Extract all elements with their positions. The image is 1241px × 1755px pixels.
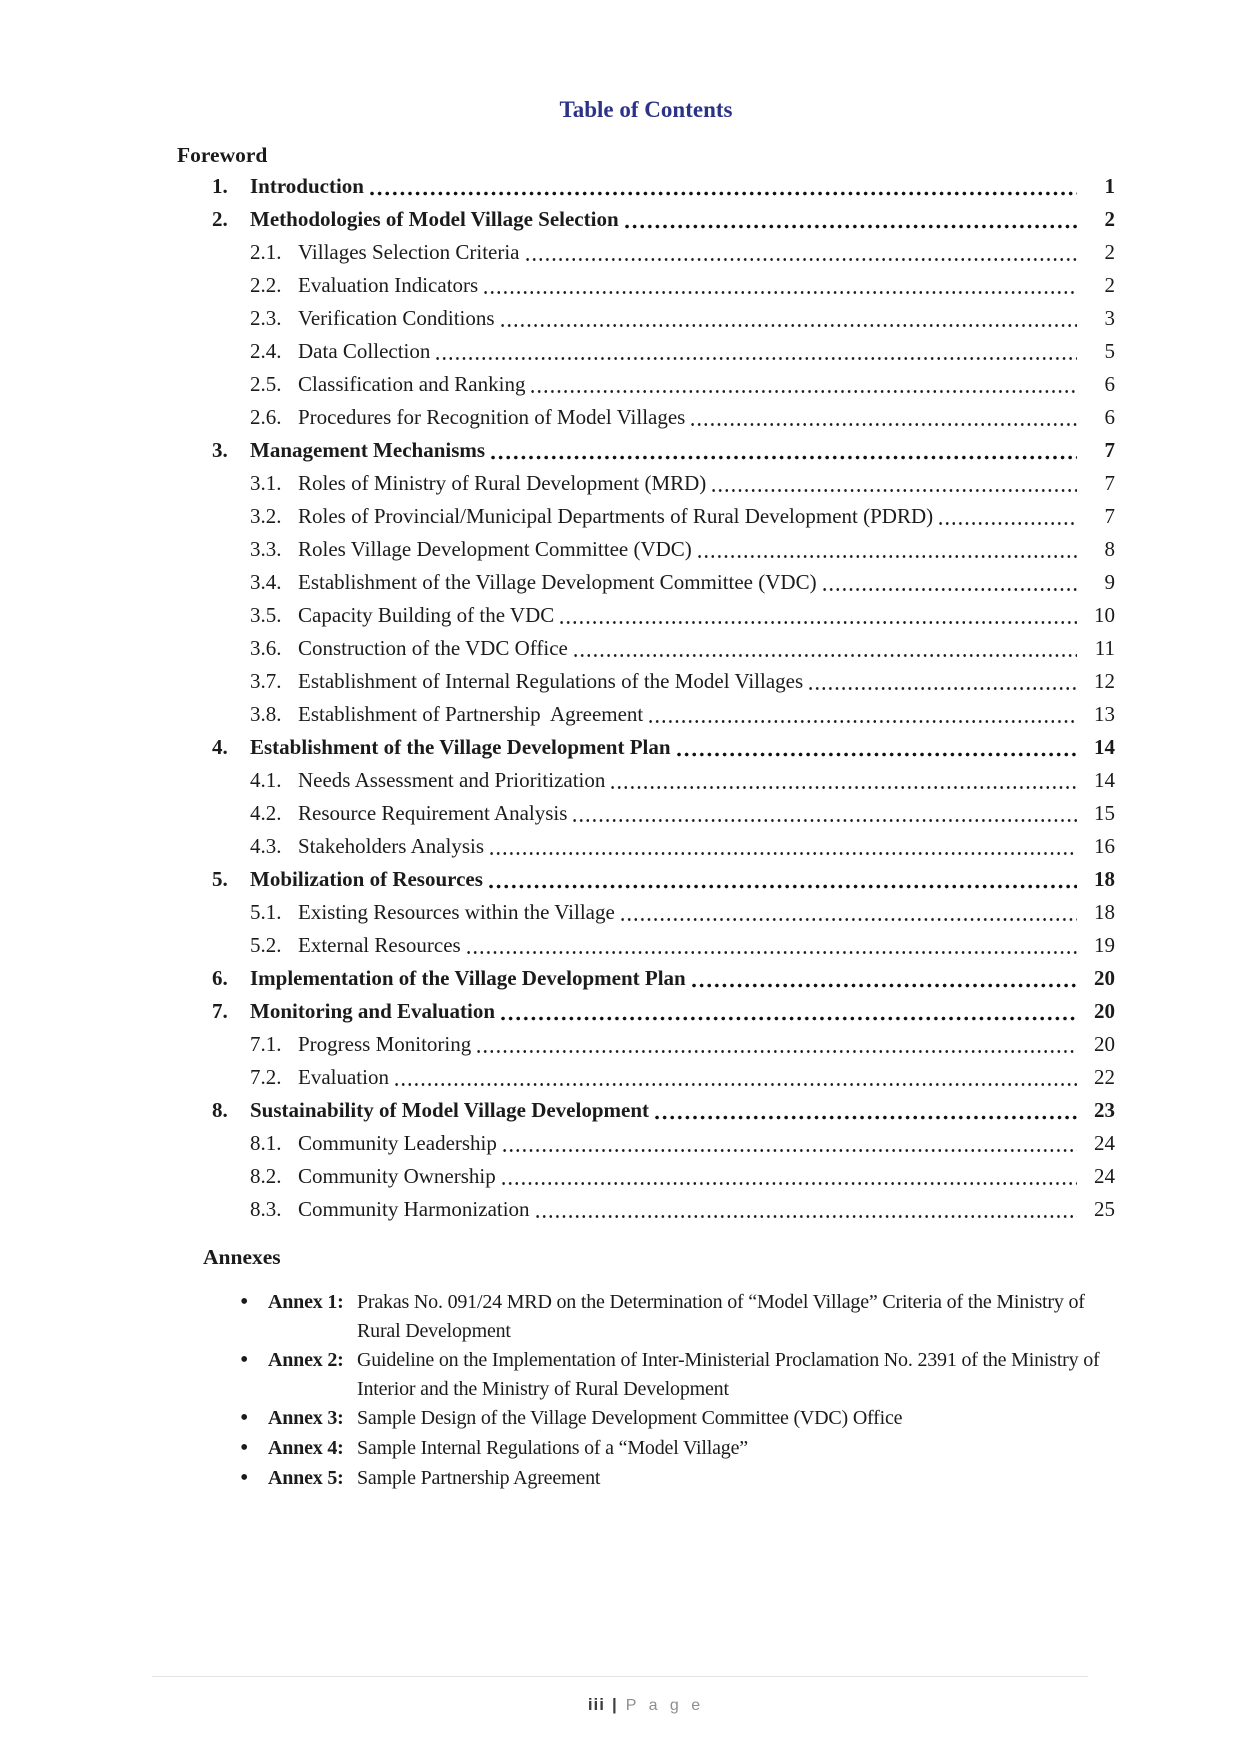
dot-leader — [536, 1214, 1077, 1219]
toc-entry-number: 3. — [212, 438, 228, 462]
dot-leader — [823, 587, 1077, 592]
dot-leader — [649, 719, 1077, 724]
page-footer — [177, 1677, 1115, 1715]
dot-leader — [502, 1181, 1077, 1186]
toc-entry-4 — [177, 731, 1115, 764]
bullet-icon — [240, 1434, 268, 1464]
annex-label: Annex 3: — [268, 1407, 344, 1429]
toc-entry-page-number: 1 — [1104, 174, 1115, 198]
dot-leader — [939, 521, 1077, 526]
toc-entry-2-3 — [177, 302, 1115, 335]
dot-leader — [625, 224, 1077, 229]
dot-leader — [691, 422, 1077, 427]
toc-entry-page-number: 6 — [1104, 405, 1115, 429]
toc-entry-page-number: 20 — [1094, 999, 1115, 1023]
toc-entry-page-number: 7 — [1104, 504, 1115, 528]
toc-entry-title: Management Mechanisms — [250, 438, 486, 462]
annex-label: Annex 5: — [268, 1467, 344, 1489]
toc-entry-2-6 — [177, 401, 1115, 434]
toc-entry-number: 3.2. — [250, 504, 282, 528]
dot-leader — [531, 389, 1077, 394]
toc-entry-title: Evaluation Indicators — [298, 273, 479, 297]
toc-entry-2-4 — [177, 335, 1115, 368]
footer-page-word: P a g e — [625, 1697, 705, 1714]
dot-leader — [692, 983, 1077, 988]
toc-entry-page-number: 15 — [1094, 801, 1115, 825]
dot-leader — [655, 1115, 1077, 1120]
annex-text: Guideline on the Implementation of Inter-Ministerial Proclamation No. 2391 of the Ministry of Interior and the Ministry of Rural Development — [357, 1349, 1100, 1400]
bullet-icon — [240, 1464, 268, 1494]
toc-entry-title: Needs Assessment and Prioritization — [298, 768, 606, 792]
dot-leader — [712, 488, 1077, 493]
toc-entry-number: 3.5. — [250, 603, 282, 627]
dot-leader — [467, 950, 1077, 955]
toc-entry-page-number: 9 — [1104, 570, 1115, 594]
toc-entry-number: 7. — [212, 999, 228, 1023]
annexes-heading: Annexes — [203, 1245, 281, 1269]
dot-leader — [484, 290, 1077, 295]
toc-entry-5-2 — [177, 929, 1115, 962]
toc-entry-page-number: 22 — [1094, 1065, 1115, 1089]
dot-leader — [698, 554, 1077, 559]
toc-entry-number: 3.7. — [250, 669, 282, 693]
annex-item-5 — [177, 1464, 1115, 1494]
page-footer-area — [177, 1676, 1115, 1715]
toc-entry-title: Monitoring and Evaluation — [250, 999, 496, 1023]
toc-entry-2-1 — [177, 236, 1115, 269]
toc-entry-title: Community Ownership — [298, 1164, 496, 1188]
toc-entry-page-number: 5 — [1104, 339, 1115, 363]
toc-entry-page-number: 14 — [1094, 735, 1115, 759]
annex-label: Annex 1: — [268, 1291, 344, 1313]
toc-entry-3-4 — [177, 566, 1115, 599]
dot-leader — [809, 686, 1077, 691]
annex-item-4 — [177, 1434, 1115, 1464]
toc-entry-page-number: 18 — [1094, 867, 1115, 891]
toc-entry-page-number: 23 — [1094, 1098, 1115, 1122]
toc-entry-number: 4. — [212, 735, 228, 759]
toc-entry-page-number: 14 — [1094, 768, 1115, 792]
toc-entry-3-6 — [177, 632, 1115, 665]
toc-entry-title: Roles of Ministry of Rural Development (MRD) — [298, 471, 707, 495]
toc-entry-number: 3.8. — [250, 702, 282, 726]
toc-entry-page-number: 13 — [1094, 702, 1115, 726]
annex-list — [177, 1288, 1115, 1494]
toc-entry-3-2 — [177, 500, 1115, 533]
toc-entry-number: 6. — [212, 966, 228, 990]
dot-leader — [503, 1148, 1077, 1153]
toc-list — [177, 170, 1115, 1226]
toc-entry-page-number: 11 — [1094, 636, 1115, 660]
toc-entry-number: 4.1. — [250, 768, 282, 792]
foreword-heading: Foreword — [177, 143, 268, 167]
annex-text: Sample Design of the Village Development Committee (VDC) Office — [357, 1407, 903, 1429]
toc-entry-title: Capacity Building of the VDC — [298, 603, 555, 627]
dot-leader — [489, 884, 1077, 889]
toc-entry-number: 8.3. — [250, 1197, 282, 1221]
toc-entry-number: 5.1. — [250, 900, 282, 924]
dot-leader — [490, 851, 1077, 856]
dot-leader — [560, 620, 1077, 625]
toc-entry-title: Progress Monitoring — [298, 1032, 472, 1056]
toc-entry-page-number: 7 — [1104, 471, 1115, 495]
toc-entry-number: 2.2. — [250, 273, 282, 297]
toc-entry-8 — [177, 1094, 1115, 1127]
dot-leader — [574, 653, 1077, 658]
toc-entry-title: Community Leadership — [298, 1131, 497, 1155]
toc-entry-4-3 — [177, 830, 1115, 863]
toc-entry-number: 2.1. — [250, 240, 282, 264]
toc-entry-title: External Resources — [298, 933, 461, 957]
toc-entry-page-number: 12 — [1094, 669, 1115, 693]
toc-entry-page-number: 24 — [1094, 1131, 1115, 1155]
dot-leader — [395, 1082, 1077, 1087]
toc-entry-8-1 — [177, 1127, 1115, 1160]
toc-entry-page-number: 2 — [1104, 273, 1115, 297]
toc-entry-title: Introduction — [250, 174, 364, 198]
toc-entry-8-3 — [177, 1193, 1115, 1226]
toc-entry-title: Establishment of the Village Development Committee (VDC) — [298, 570, 817, 594]
toc-entry-5 — [177, 863, 1115, 896]
dot-leader — [370, 191, 1077, 196]
toc-entry-number: 1. — [212, 174, 228, 198]
page-title: Table of Contents — [559, 97, 733, 122]
dot-leader — [436, 356, 1077, 361]
footer-separator: | — [611, 1695, 617, 1714]
toc-entry-page-number: 10 — [1094, 603, 1115, 627]
toc-entry-page-number: 16 — [1094, 834, 1115, 858]
toc-entry-title: Roles of Provincial/Municipal Departments of Rural Development (PDRD) — [298, 504, 934, 528]
toc-entry-2-5 — [177, 368, 1115, 401]
toc-entry-title: Villages Selection Criteria — [298, 240, 520, 264]
toc-entry-title: Establishment of Internal Regulations of the Model Villages — [298, 669, 804, 693]
annex-label: Annex 2: — [268, 1349, 344, 1371]
toc-entry-title: Procedures for Recognition of Model Villages — [298, 405, 686, 429]
toc-entry-title: Stakeholders Analysis — [298, 834, 485, 858]
dot-leader — [477, 1049, 1077, 1054]
toc-entry-page-number: 20 — [1094, 1032, 1115, 1056]
toc-entry-number: 4.3. — [250, 834, 282, 858]
toc-entry-number: 8.2. — [250, 1164, 282, 1188]
annex-label: Annex 4: — [268, 1437, 344, 1459]
toc-entry-4-2 — [177, 797, 1115, 830]
toc-entry-page-number: 24 — [1094, 1164, 1115, 1188]
footer-page-number: iii — [587, 1695, 605, 1714]
toc-entry-number: 5. — [212, 867, 228, 891]
dot-leader — [611, 785, 1077, 790]
toc-entry-number: 3.1. — [250, 471, 282, 495]
toc-entry-number: 7.1. — [250, 1032, 282, 1056]
toc-entry-title: Evaluation — [298, 1065, 389, 1089]
annex-item-3 — [177, 1404, 1115, 1434]
toc-entry-number: 2.5. — [250, 372, 282, 396]
toc-entry-1 — [177, 170, 1115, 203]
bullet-icon — [240, 1288, 268, 1318]
annex-text: Prakas No. 091/24 MRD on the Determination of “Model Village” Criteria of the Ministry of Rural Development — [357, 1291, 1085, 1342]
toc-entry-title: Classification and Ranking — [298, 372, 526, 396]
toc-entry-title: Resource Requirement Analysis — [298, 801, 568, 825]
toc-entry-number: 2.4. — [250, 339, 282, 363]
dot-leader — [621, 917, 1077, 922]
toc-entry-5-1 — [177, 896, 1115, 929]
bullet-icon — [240, 1404, 268, 1434]
toc-entry-3-5 — [177, 599, 1115, 632]
bullet-icon — [240, 1346, 268, 1376]
toc-entry-title: Implementation of the Village Development Plan — [250, 966, 686, 990]
dot-leader — [573, 818, 1077, 823]
toc-entry-title: Methodologies of Model Village Selection — [250, 207, 619, 231]
toc-entry-page-number: 8 — [1104, 537, 1115, 561]
dot-leader — [501, 323, 1077, 328]
toc-entry-4-1 — [177, 764, 1115, 797]
dot-leader — [677, 752, 1077, 757]
toc-entry-2-2 — [177, 269, 1115, 302]
toc-entry-page-number: 2 — [1104, 207, 1115, 231]
toc-entry-page-number: 3 — [1104, 306, 1115, 330]
toc-entry-page-number: 19 — [1094, 933, 1115, 957]
toc-entry-page-number: 2 — [1104, 240, 1115, 264]
toc-entry-6 — [177, 962, 1115, 995]
toc-entry-page-number: 6 — [1104, 372, 1115, 396]
toc-entry-title: Community Harmonization — [298, 1197, 530, 1221]
dot-leader — [501, 1016, 1077, 1021]
toc-entry-number: 3.6. — [250, 636, 282, 660]
toc-entry-number: 3.3. — [250, 537, 282, 561]
toc-entry-3-3 — [177, 533, 1115, 566]
toc-entry-3-8 — [177, 698, 1115, 731]
toc-entry-title: Establishment of Partnership Agreement — [298, 702, 644, 726]
toc-entry-title: Roles Village Development Committee (VDC) — [298, 537, 692, 561]
toc-entry-number: 4.2. — [250, 801, 282, 825]
annex-item-2 — [177, 1346, 1115, 1404]
annex-text: Sample Partnership Agreement — [357, 1467, 601, 1489]
toc-entry-3-7 — [177, 665, 1115, 698]
toc-entry-title: Construction of the VDC Office — [298, 636, 568, 660]
toc-entry-title: Sustainability of Model Village Development — [250, 1098, 649, 1122]
toc-entry-number: 2. — [212, 207, 228, 231]
toc-entry-number: 2.6. — [250, 405, 282, 429]
toc-entry-page-number: 7 — [1104, 438, 1115, 462]
annex-text: Sample Internal Regulations of a “Model Village” — [357, 1437, 748, 1459]
toc-entry-8-2 — [177, 1160, 1115, 1193]
toc-entry-3-1 — [177, 467, 1115, 500]
toc-entry-number: 3.4. — [250, 570, 282, 594]
toc-entry-7-1 — [177, 1028, 1115, 1061]
toc-entry-number: 7.2. — [250, 1065, 282, 1089]
toc-entry-3 — [177, 434, 1115, 467]
toc-entry-page-number: 18 — [1094, 900, 1115, 924]
toc-entry-title: Data Collection — [298, 339, 431, 363]
toc-entry-number: 2.3. — [250, 306, 282, 330]
toc-entry-7 — [177, 995, 1115, 1028]
dot-leader — [491, 455, 1077, 460]
dot-leader — [526, 257, 1077, 262]
toc-entry-page-number: 25 — [1094, 1197, 1115, 1221]
toc-entry-title: Verification Conditions — [298, 306, 495, 330]
toc-entry-number: 5.2. — [250, 933, 282, 957]
toc-entry-2 — [177, 203, 1115, 236]
toc-entry-number: 8. — [212, 1098, 228, 1122]
toc-entry-number: 8.1. — [250, 1131, 282, 1155]
annex-item-1 — [177, 1288, 1115, 1346]
toc-entry-title: Establishment of the Village Development Plan — [250, 735, 671, 759]
toc-entry-title: Existing Resources within the Village — [298, 900, 615, 924]
toc-entry-title: Mobilization of Resources — [250, 867, 483, 891]
toc-entry-page-number: 20 — [1094, 966, 1115, 990]
toc-entry-7-2 — [177, 1061, 1115, 1094]
